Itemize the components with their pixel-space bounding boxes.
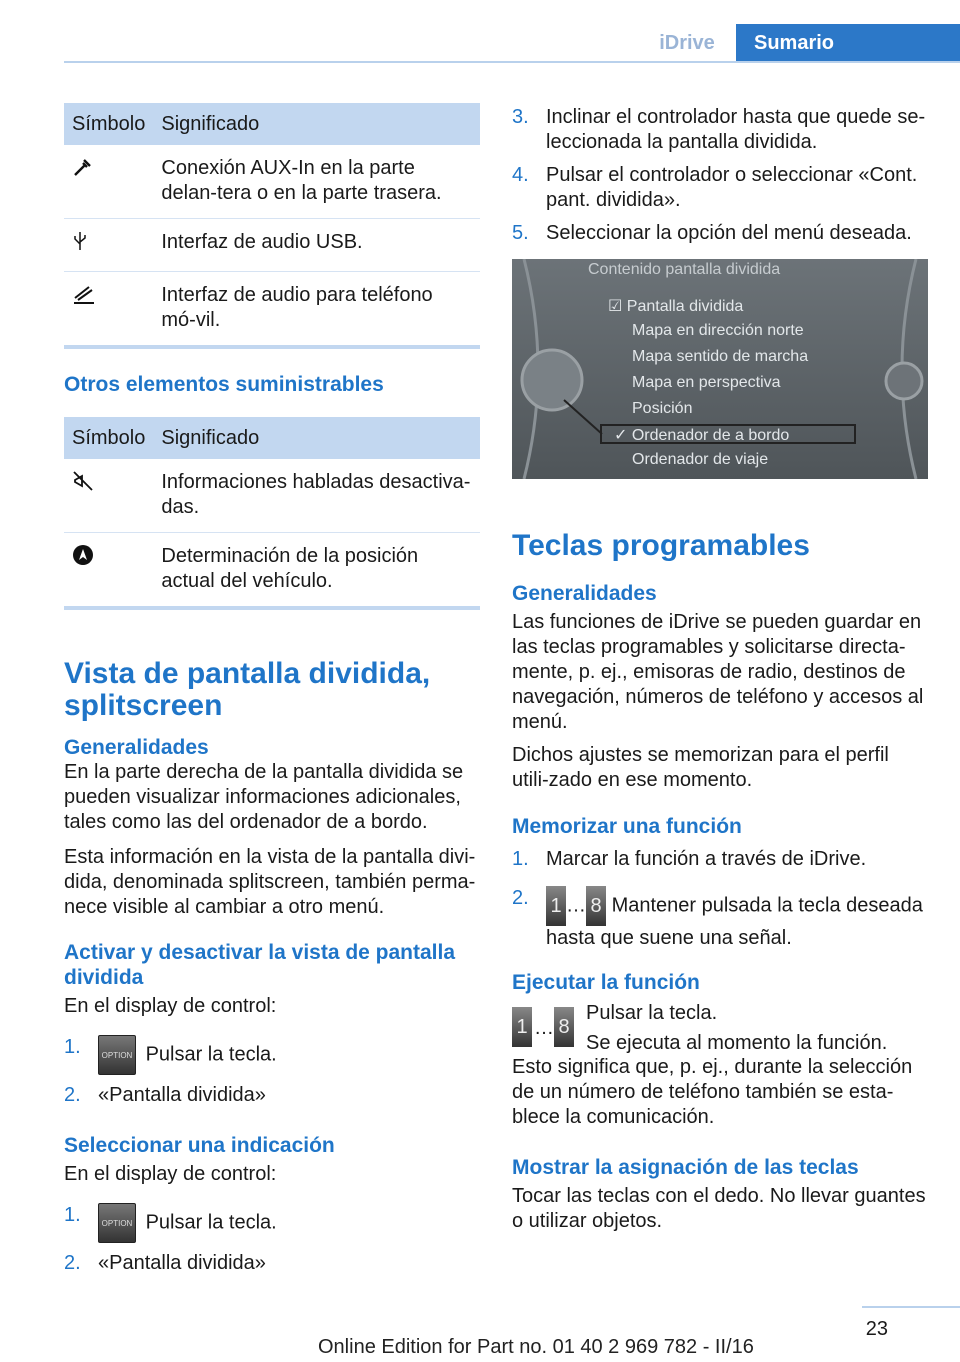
symbol-table-1 (64, 103, 480, 349)
list-item: 4. Pulsar el controlador o seleccionar «Cont. pant. dividida». (512, 164, 918, 211)
page-number: 23 (865, 1318, 888, 1340)
col-meaning: Significado (153, 103, 480, 145)
option-key[interactable]: OPTION (98, 1203, 136, 1243)
right-column (512, 105, 928, 246)
favorite-keys-row (512, 1001, 928, 1054)
menu-item[interactable]: Mapa en perspectiva (632, 374, 781, 391)
screen-title: Contenido pantalla dividida (588, 261, 781, 278)
table-cell: Informaciones habladas desactiva-das. (153, 459, 480, 533)
list-item: 2. «Pantalla dividida» (64, 1084, 266, 1106)
list-item: 1. Marcar la función a través de iDrive. (512, 848, 867, 870)
option-key[interactable]: OPTION (98, 1035, 136, 1075)
section-title: Vista de pantalla dividida, splitscreen (64, 657, 431, 722)
list-item: 1. OPTION Pulsar la tecla. (64, 1035, 480, 1075)
menu-item[interactable]: ☑ Pantalla dividida (608, 298, 744, 315)
menu-item[interactable]: Posición (632, 400, 693, 417)
step-list (64, 1035, 480, 1108)
step-list (512, 847, 928, 951)
page-header (638, 24, 960, 62)
paragraph: Tocar las teclas con el dedo. No llevar guantes o utilizar objetos. (512, 1185, 926, 1232)
header-divider (64, 61, 960, 63)
paragraph: Dichos ajustes se memorizan para el perfil utili-zado en ese momento. (512, 744, 889, 791)
speech-off-icon (64, 459, 153, 533)
menu-item[interactable]: Mapa en dirección norte (632, 322, 804, 339)
list-item: 1. OPTION Pulsar la tecla. (64, 1203, 480, 1243)
list-item: 2. «Pantalla dividida» (64, 1252, 266, 1274)
col-symbol: Símbolo (64, 103, 153, 145)
paragraph: Pulsar la tecla. (586, 1002, 718, 1024)
subheading: Mostrar la asignación de las teclas (512, 1156, 859, 1179)
subheading: Seleccionar una indicación (64, 1134, 335, 1157)
menu-item-selected[interactable]: ✓ Ordenador de a bordo (614, 427, 790, 444)
paragraph: Esta información en la vista de la pantalla divi-dida, denominada splitscreen, también perma-nece visible al cambiar a otro menú. (64, 846, 476, 918)
favorite-key-8[interactable]: 8 (586, 886, 606, 926)
paragraph: Se ejecuta al momento la función. (586, 1032, 888, 1054)
splitscreen-menu-screenshot (512, 259, 928, 479)
tab-sumario[interactable]: Sumario (736, 24, 960, 62)
section-title: Teclas programables (512, 529, 810, 562)
subheading: Ejecutar la función (512, 971, 700, 994)
left-column (64, 103, 480, 1276)
section-heading: Otros elementos suministrables (64, 373, 384, 396)
vehicle-position-icon (64, 533, 153, 609)
usb-icon (64, 219, 153, 272)
paragraph: En el display de control: (64, 995, 277, 1017)
subheading: Activar y desactivar la vista de pantalla dividida (64, 941, 456, 989)
aux-in-icon (64, 145, 153, 219)
ellipsis: … (534, 1017, 554, 1039)
menu-item[interactable]: Ordenador de viaje (632, 451, 769, 468)
paragraph: En el display de control: (64, 1163, 277, 1185)
menu-item[interactable]: Mapa sentido de marcha (632, 348, 809, 365)
col-symbol: Símbolo (64, 417, 153, 459)
paragraph: En la parte derecha de la pantalla dividida se pueden visualizar informaciones adicionales, tales como las del ordenador de a bordo. (64, 761, 464, 833)
step-list (512, 105, 928, 246)
favorite-key-8[interactable]: 8 (554, 1007, 574, 1047)
table-cell: Interfaz de audio USB. (153, 219, 480, 272)
list-item: 3. Inclinar el controlador hasta que quede se-leccionada la pantalla dividida. (512, 106, 926, 153)
col-meaning: Significado (153, 417, 480, 459)
footer-divider (862, 1306, 960, 1308)
table-cell: Conexión AUX-In en la parte delan-tera o en la parte trasera. (153, 145, 480, 219)
table-cell: Determinación de la posición actual del vehículo. (153, 533, 480, 609)
right-column-lower (512, 530, 928, 1234)
symbol-table-2 (64, 417, 480, 610)
mobile-phone-icon (64, 272, 153, 348)
paragraph: Esto significa que, p. ej., durante la selección de un número de teléfono también se esta-blece la comunicación. (512, 1056, 913, 1128)
list-item: 2. 1 … 8 Mantener pulsada la tecla deseada hasta que suene una señal. (512, 887, 923, 949)
section-label: iDrive (638, 24, 736, 62)
subheading: Memorizar una función (512, 815, 742, 838)
favorite-key-1[interactable]: 1 (546, 886, 566, 926)
paragraph: Las funciones de iDrive se pueden guardar en las teclas programables y solicitarse directa-mente, p. ej., emisoras de radio, destinos de navegación, números de teléfono y accesos al menú. (512, 611, 924, 733)
list-item: 5. Seleccionar la opción del menú deseada. (512, 222, 912, 244)
subheading: Generalidades (512, 582, 657, 605)
edition-note: Online Edition for Part no. 01 40 2 969 782 - II/16 (318, 1336, 754, 1358)
table-cell: Interfaz de audio para teléfono mó-vil. (153, 272, 480, 348)
step-list (64, 1203, 480, 1276)
favorite-key-1[interactable]: 1 (512, 1007, 532, 1047)
subheading: Generalidades (64, 736, 209, 759)
